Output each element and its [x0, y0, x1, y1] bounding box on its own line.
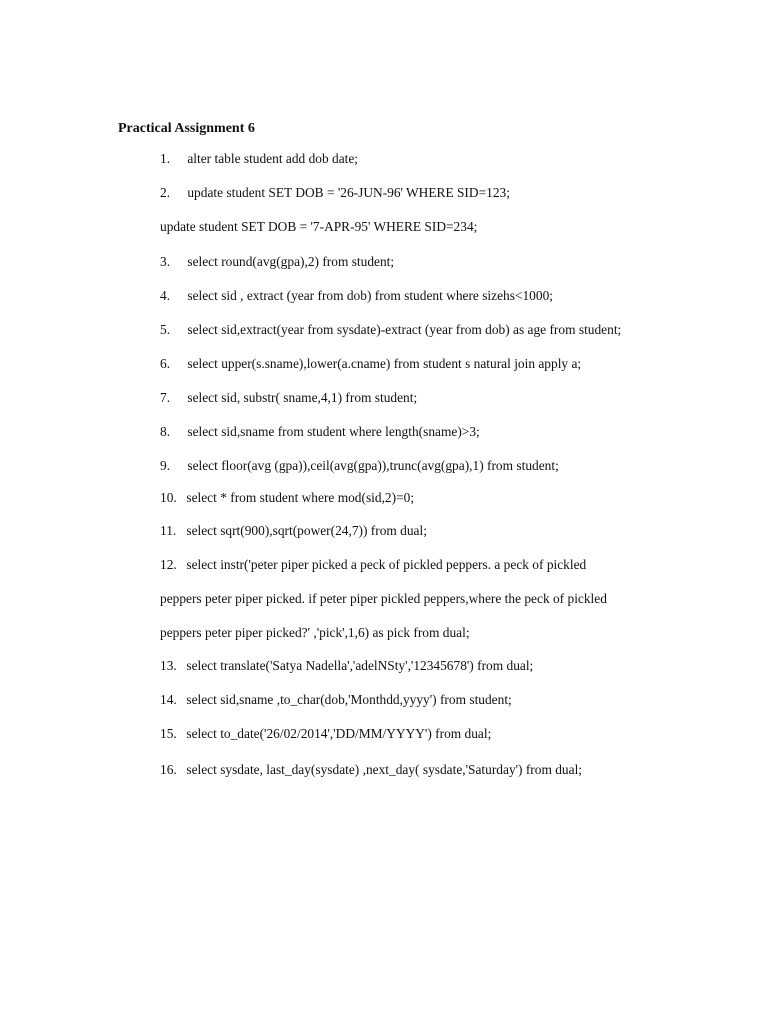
list-item [160, 185, 510, 201]
list-item [160, 390, 417, 406]
list-item [160, 356, 581, 372]
list-item [160, 254, 394, 270]
item-text: select instr('peter piper picked a peck of pickled peppers. a peck of pickled [186, 557, 587, 572]
list-item [160, 557, 586, 573]
item-number: 12. [160, 557, 177, 572]
list-item-continuation [160, 625, 470, 641]
item-number: 2. [160, 185, 171, 200]
item-number: 15. [160, 726, 177, 741]
list-item [160, 658, 533, 674]
item-text: select * from student where mod(sid,2)=0; [186, 490, 415, 505]
item-number: 10. [160, 490, 177, 505]
item-text: select sid,sname ,to_char(dob,'Monthdd,yyyy') from student; [186, 692, 512, 707]
list-item [160, 692, 512, 708]
item-number: 14. [160, 692, 177, 707]
item-text: select sqrt(900),sqrt(power(24,7)) from dual; [186, 523, 427, 538]
list-item [160, 490, 414, 506]
list-item [160, 726, 491, 742]
item-text: alter table student add dob date; [187, 151, 359, 166]
item-text: select translate('Satya Nadella','adelNSty','12345678') from dual; [186, 658, 534, 673]
item-number: 3. [160, 254, 171, 269]
item-text: select sid , extract (year from dob) from student where sizehs<1000; [187, 288, 553, 303]
item-text: peppers peter piper picked?' ,'pick',1,6) as pick from dual; [160, 625, 470, 640]
item-number: 16. [160, 762, 177, 777]
item-text: select sysdate, last_day(sysdate) ,next_day( sysdate,'Saturday') from dual; [186, 762, 583, 777]
item-text: select floor(avg (gpa)),ceil(avg(gpa)),trunc(avg(gpa),1) from student; [187, 458, 559, 473]
item-text: select round(avg(gpa),2) from student; [187, 254, 395, 269]
item-text: select sid,extract(year from sysdate)-extract (year from dob) as age from student; [187, 322, 622, 337]
item-text: update student SET DOB = '26-JUN-96' WHERE SID=123; [187, 185, 510, 200]
item-text: select upper(s.sname),lower(a.cname) from student s natural join apply a; [187, 356, 582, 371]
item-number: 6. [160, 356, 171, 371]
item-number: 1. [160, 151, 171, 166]
item-text: update student SET DOB = '7-APR-95' WHERE SID=234; [160, 219, 478, 234]
list-item [160, 288, 553, 304]
list-item [160, 322, 621, 338]
document-title: Practical Assignment 6 [118, 121, 255, 136]
item-number: 11. [160, 523, 177, 538]
list-item [160, 458, 559, 474]
item-number: 7. [160, 390, 171, 405]
item-text: peppers peter piper picked. if peter piper pickled peppers,where the peck of pickled [160, 591, 607, 606]
list-item [160, 762, 582, 778]
list-item [160, 424, 480, 440]
item-number: 8. [160, 424, 171, 439]
item-number: 4. [160, 288, 171, 303]
list-item-continuation [160, 591, 607, 607]
list-item-continuation [160, 219, 477, 235]
item-text: select sid, substr( sname,4,1) from student; [187, 390, 418, 405]
list-item [160, 151, 358, 167]
item-number: 13. [160, 658, 177, 673]
item-text: select to_date('26/02/2014','DD/MM/YYYY') from dual; [186, 726, 492, 741]
item-number: 5. [160, 322, 171, 337]
item-number: 9. [160, 458, 171, 473]
item-text: select sid,sname from student where length(sname)>3; [187, 424, 480, 439]
list-item [160, 523, 427, 539]
